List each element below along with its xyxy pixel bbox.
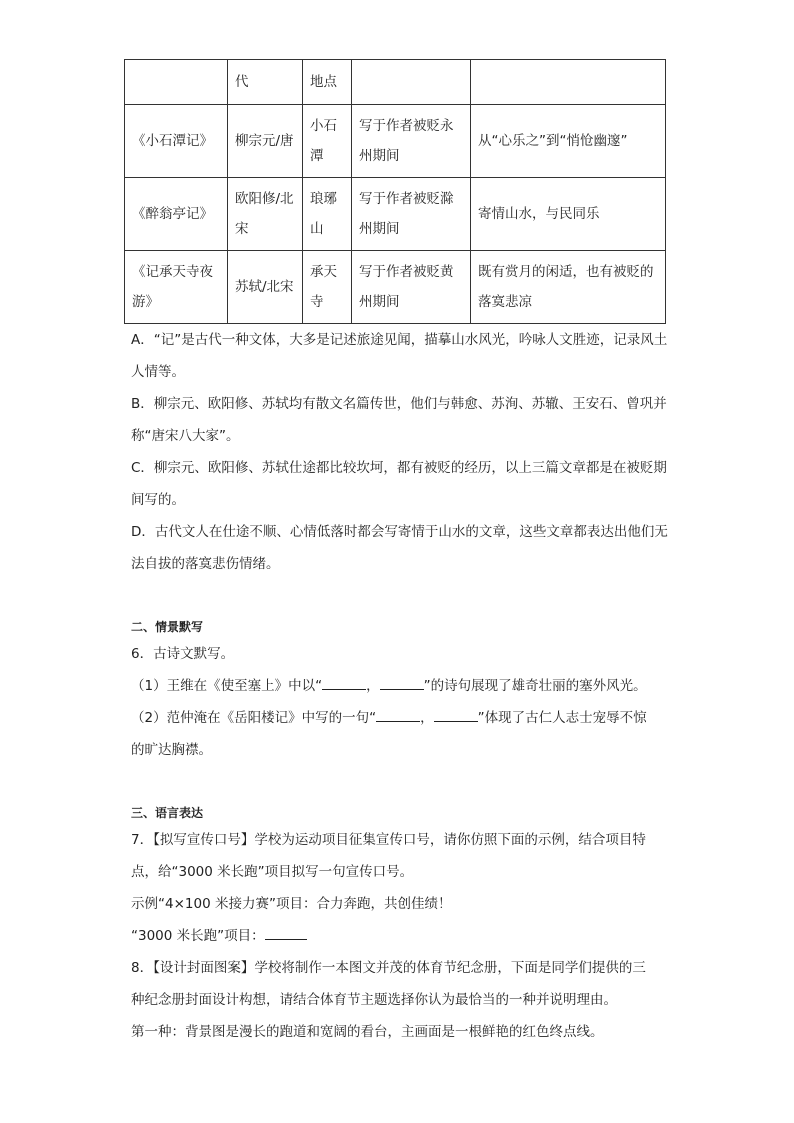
question-8-option-1: 第一种：背景图是漫长的跑道和宽阔的看台，主画面是一根鲜艳的红色终点线。 — [131, 1024, 604, 1040]
question-7-answer — [131, 924, 307, 944]
section-heading-recitation: 二、情景默写 — [131, 620, 204, 634]
option-b: B．柳宗元、欧阳修、苏轼均有散文名篇传世，他们与韩愈、苏洵、苏辙、王安石、曾巩并称“唐宋八大家”。 — [131, 396, 667, 444]
table-cell: 写于作者被贬永州期间 — [352, 105, 471, 178]
table-cell: 小石潭 — [303, 105, 352, 178]
table-cell: 欧阳修/北宋 — [228, 178, 303, 251]
table-row — [125, 60, 666, 105]
q7-answer-label: “3000 米长跑”项目： — [131, 928, 265, 944]
answer-options — [131, 324, 671, 580]
q6-2-separator: ， — [420, 710, 434, 726]
table-cell: 既有赏月的闲适，也有被贬的落寞悲凉 — [471, 251, 666, 324]
table-cell — [471, 60, 666, 105]
question-6: 6．古诗文默写。 — [131, 646, 235, 662]
q6-2-prefix: （2）范仲淹在《岳阳楼记》中写的一句“ — [131, 710, 377, 726]
question-8-line-2: 种纪念册封面设计构想，请结合体育节主题选择你认为最恰当的一种并说明理由。 — [131, 992, 617, 1008]
table-cell: 承天寺 — [303, 251, 352, 324]
table-cell: 琅琊山 — [303, 178, 352, 251]
table-cell: 《记承天寺夜游》 — [125, 251, 228, 324]
q6-1-separator: ， — [366, 678, 380, 694]
option-d: D．古代文人在仕途不顺、心情低落时都会写寄情于山水的文章，这些文章都表达出他们无法自拔的落寞悲伤情绪。 — [131, 524, 668, 572]
table-cell: 写于作者被贬黄州期间 — [352, 251, 471, 324]
table-cell: 地点 — [303, 60, 352, 105]
table-cell: 柳宗元/唐 — [228, 105, 303, 178]
option-a: A．“记”是古代一种文体，大多是记述旅途见闻，描摹山水风光，吟咏人文胜迹，记录风土人情等。 — [131, 332, 668, 380]
table-row — [125, 251, 666, 324]
q6-1-suffix: ”的诗句展现了雄奇壮丽的塞外风光。 — [423, 678, 647, 694]
question-7-example: 示例“4×100 米接力赛”项目：合力奔跑，共创佳绩！ — [131, 896, 452, 912]
question-7-line-2: 点，给“3000 米长跑”项目拟写一句宣传口号。 — [131, 864, 414, 880]
fill-blank[interactable] — [265, 925, 307, 940]
table-row — [125, 178, 666, 251]
table-cell: 《小石潭记》 — [125, 105, 228, 178]
table-row — [125, 105, 666, 178]
fill-blank[interactable] — [380, 675, 424, 690]
table-cell: 苏轼/北宋 — [228, 251, 303, 324]
question-8-line-1: 8．【设计封面图案】学校将制作一本图文并茂的体育节纪念册，下面是同学们提供的三 — [131, 960, 646, 976]
table-cell: 从“心乐之”到“悄怆幽邃” — [471, 105, 666, 178]
question-7-line-1: 7．【拟写宣传口号】学校为运动项目征集宣传口号，请你仿照下面的示例，结合项目特 — [131, 832, 646, 848]
table-cell: 写于作者被贬滁州期间 — [352, 178, 471, 251]
fill-blank[interactable] — [434, 707, 478, 722]
section-heading-expression: 三、语言表达 — [131, 806, 204, 820]
option-c: C．柳宗元、欧阳修、苏轼仕途都比较坎坷，都有被贬的经历，以上三篇文章都是在被贬期间写的。 — [131, 460, 667, 508]
fill-blank[interactable] — [322, 675, 366, 690]
question-6-1 — [131, 674, 647, 694]
table-cell — [125, 60, 228, 105]
table-cell: 寄情山水，与民同乐 — [471, 178, 666, 251]
q6-1-prefix: （1）王维在《使至塞上》中以“ — [131, 678, 323, 694]
comparison-table — [124, 59, 666, 324]
table-cell: 《醉翁亭记》 — [125, 178, 228, 251]
question-6-2-continued: 的旷达胸襟。 — [131, 742, 212, 758]
table-cell: 代 — [228, 60, 303, 105]
fill-blank[interactable] — [376, 707, 420, 722]
table-cell — [352, 60, 471, 105]
question-6-2 — [131, 706, 647, 726]
q6-2-suffix: ”体现了古仁人志士宠辱不惊 — [477, 710, 647, 726]
